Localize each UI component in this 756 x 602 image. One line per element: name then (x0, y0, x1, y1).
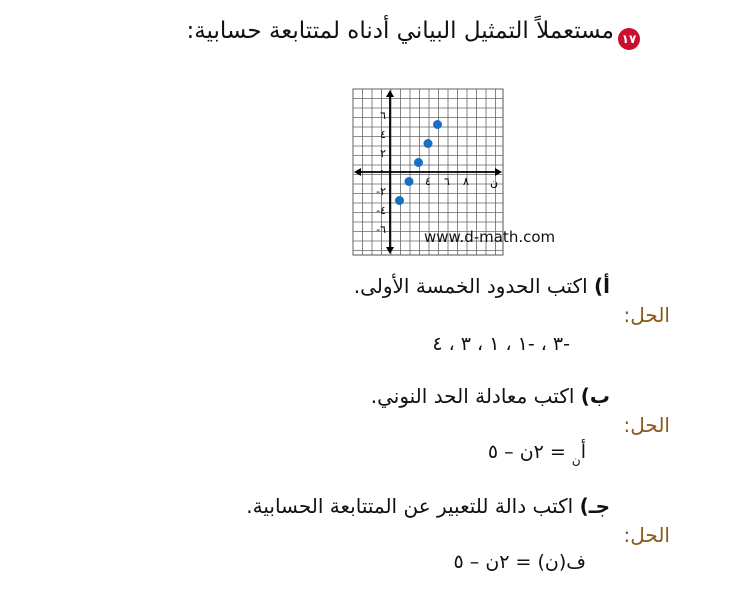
y-tick-label: ٦ (380, 109, 386, 122)
part-b-answer-lhs: أ (580, 441, 586, 463)
x-tick-label: ٤ (425, 175, 431, 188)
part-b-answer (487, 441, 586, 467)
part-b-text: اكتب معادلة الحد النوني. (370, 384, 575, 408)
part-a-answer: -٣ ، -١ ، ١ ، ٣ ، ٤ (432, 333, 570, 355)
part-c-text: اكتب دالة للتعبير عن المتتابعة الحسابية. (246, 494, 574, 518)
data-point (414, 158, 423, 167)
part-b-answer-rhs: = ٢ن – ٥ (487, 441, 566, 463)
data-point (433, 120, 442, 129)
question-number-badge: ١٧ (618, 28, 640, 50)
y-tick-label: ٤ (380, 128, 386, 141)
part-c-solution-label: الحل: (623, 523, 670, 547)
part-c-letter: جـ) (579, 494, 610, 518)
part-a-text: اكتب الحدود الخمسة الأولى. (353, 274, 588, 298)
x-tick-label: ٦ (444, 175, 450, 188)
part-a-solution-label: الحل: (623, 303, 670, 327)
part-a-letter: أ) (594, 274, 610, 298)
x-tick-label: ٨ (463, 175, 469, 188)
data-point (424, 139, 433, 148)
y-tick-label: ٢ (380, 147, 386, 160)
question-title: مستعملاً التمثيل البياني أدناه لمتتابعة حسابية: (186, 18, 614, 44)
data-point (405, 177, 414, 186)
part-a-question (354, 274, 610, 298)
part-c-question (246, 494, 610, 518)
data-point (395, 196, 404, 205)
y-axis-arrow-up (386, 90, 394, 97)
y-tick-label: -٦ (376, 223, 386, 236)
x-axis-label: ن (489, 176, 499, 189)
y-tick-label: -٤ (376, 204, 386, 217)
graph-points (395, 120, 442, 205)
watermark-text: www.d-math.com (424, 228, 556, 246)
part-b-letter: ب) (580, 384, 610, 408)
part-c-answer: ف(ن) = ٢ن – ٥ (453, 551, 586, 573)
origin-label: ٠ (379, 164, 385, 177)
part-b-solution-label: الحل: (623, 413, 670, 437)
part-b-question (371, 384, 610, 408)
y-tick-label: -٢ (376, 185, 386, 198)
part-b-answer-subscript: ن (571, 453, 581, 467)
